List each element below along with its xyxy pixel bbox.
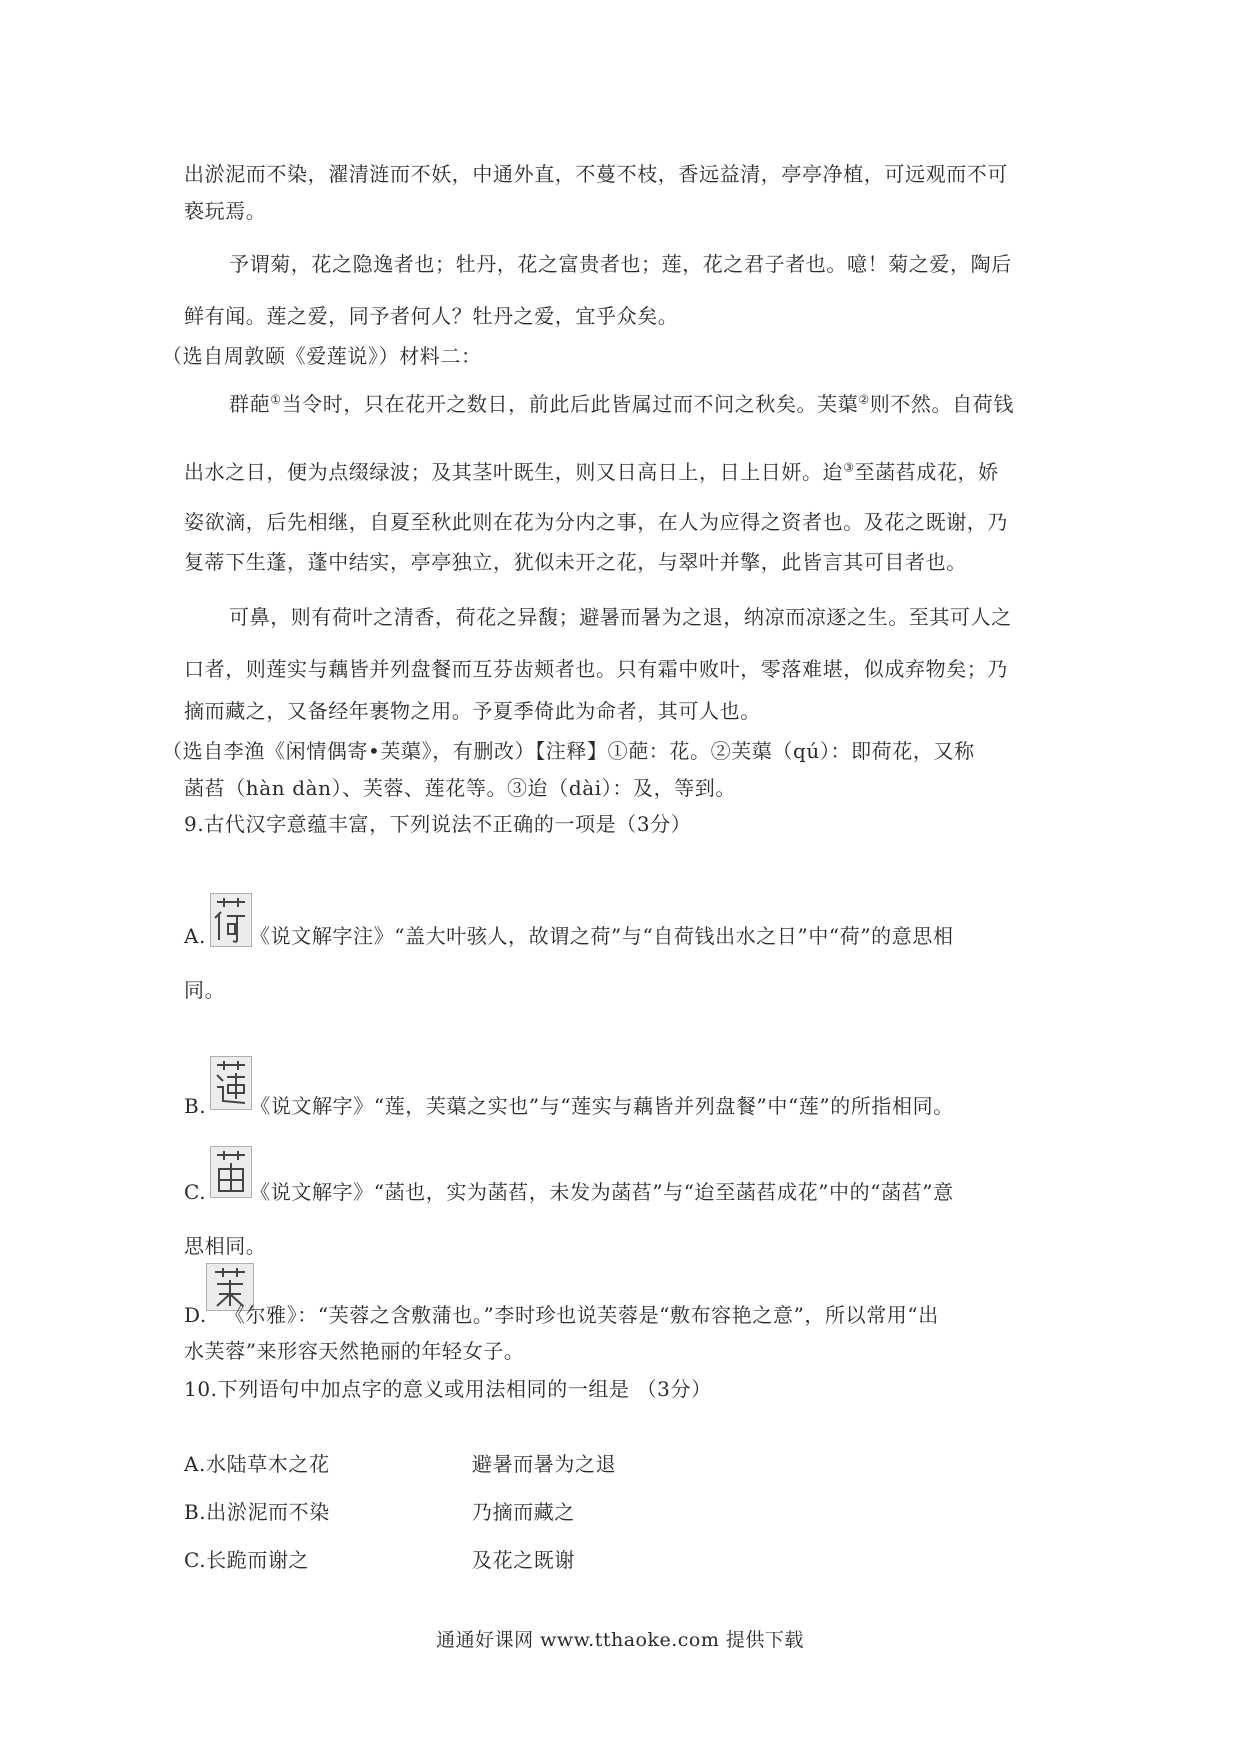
footnote-marker: ②	[858, 392, 870, 407]
option-label: D.	[184, 1303, 207, 1327]
option-left: C.长跪而谢之	[184, 1548, 310, 1572]
text: 至菡萏成花，娇	[854, 460, 999, 484]
page-footer: 通通好课网 www.tthaoke.com 提供下载	[436, 1629, 804, 1651]
passage2-line: 口者，则莲实与藕皆并列盘餐而互芬齿颊者也。只有霜中败叶，零落难堪，似成弃物矣；乃	[184, 657, 1008, 681]
text: 当令时，只在花开之数日，前此后此皆属过而不问之秋矣。芙蕖	[281, 392, 859, 416]
option-text: 《说文解字》“莲，芙蕖之实也”与“莲实与藕皆并列盘餐”中“莲”的所指相同。	[250, 1094, 954, 1118]
question-10-stem: 10.下列语句中加点字的意义或用法相同的一组是 （3分）	[184, 1377, 712, 1401]
text: 出水之日，便为点缀绿波；及其茎叶既生，则又日高日上，日上日妍。迨	[184, 460, 844, 484]
passage2-line	[229, 390, 1014, 418]
passage2-line	[184, 458, 999, 486]
question-9-stem: 9.古代汉字意蕴丰富，下列说法不正确的一项是（3分）	[184, 812, 692, 836]
option-left: A.水陆草木之花	[184, 1452, 330, 1476]
option-9c-continued: 思相同。	[184, 1234, 267, 1258]
passage1-source: （选自周敦颐《爱莲说》）材料二：	[162, 344, 482, 368]
option-9c	[184, 1178, 954, 1206]
passage1-line: 亵玩焉。	[184, 199, 267, 223]
option-9b	[184, 1092, 954, 1120]
passage2-line: 摘而藏之，又备经年裹物之用。予夏季倚此为命者，其可人也。	[184, 699, 761, 723]
passage2-line: 可鼻，则有荷叶之清香，荷花之异馥；避暑而暑为之退，纳凉而凉逐之生。至其可人之	[229, 605, 1012, 629]
option-left: B.出淤泥而不染	[184, 1500, 330, 1524]
text: 则不然。自荷钱	[869, 392, 1014, 416]
passage2-source: （选自李渔《闲情偶寄•芙蕖》，有删改）【注释】①葩：花。②芙蕖（qú）：即荷花，又称	[162, 739, 975, 763]
option-9d-continued: 水芙蓉”来形容天然艳丽的年轻女子。	[184, 1339, 525, 1363]
option-label: B.	[184, 1094, 207, 1118]
option-10a	[184, 1450, 617, 1478]
option-right: 避暑而暑为之退	[472, 1452, 617, 1476]
option-9d	[184, 1301, 939, 1329]
text: 群葩	[229, 392, 271, 416]
passage1-line: 出淤泥而不染，濯清涟而不妖，中通外直，不蔓不枝，香远益清，亭亭净植，可远观而不可	[184, 162, 1008, 186]
passage1-line: 鲜有闻。莲之爱，同予者何人？牡丹之爱，宜乎众矣。	[184, 304, 679, 328]
option-text: 《说文解字注》“盖大叶骇人，故谓之荷”与“自荷钱出水之日”中“荷”的意思相	[250, 924, 954, 948]
option-10b	[184, 1498, 575, 1526]
option-label: A.	[184, 924, 207, 948]
footnote-marker: ③	[843, 460, 855, 475]
option-text: 《说文解字》“菡也，实为菡萏，未发为菡萏”与“迨至菡萏成花”中的“菡萏”意	[250, 1180, 954, 1204]
option-9a	[184, 922, 954, 950]
option-right: 及花之既谢	[472, 1548, 575, 1572]
footnote-marker: ①	[270, 392, 282, 407]
passage2-source: 菡萏（hàn dàn）、芙蓉、莲花等。③迨（dài）：及，等到。	[184, 776, 736, 800]
option-10c	[184, 1546, 575, 1574]
passage2-line: 复蒂下生蓬，蓬中结实，亭亭独立，犹似未开之花，与翠叶并擎，此皆言其可目者也。	[184, 550, 967, 574]
passage1-line: 予谓菊，花之隐逸者也；牡丹，花之富贵者也；莲，花之君子者也。噫！菊之爱，陶后	[229, 252, 1012, 276]
option-right: 乃摘而藏之	[472, 1500, 575, 1524]
passage2-line: 姿欲滴，后先相继，自夏至秋此则在花为分内之事，在人为应得之资者也。及花之既谢，乃	[184, 510, 1008, 534]
option-9a-continued: 同。	[184, 978, 226, 1002]
option-label: C.	[184, 1180, 207, 1204]
option-text: 《尔雅》：“芙蓉之含敷蒲也。”李时珍也说芙蓉是“敷布容艳之意”，所以常用“出	[224, 1303, 939, 1327]
